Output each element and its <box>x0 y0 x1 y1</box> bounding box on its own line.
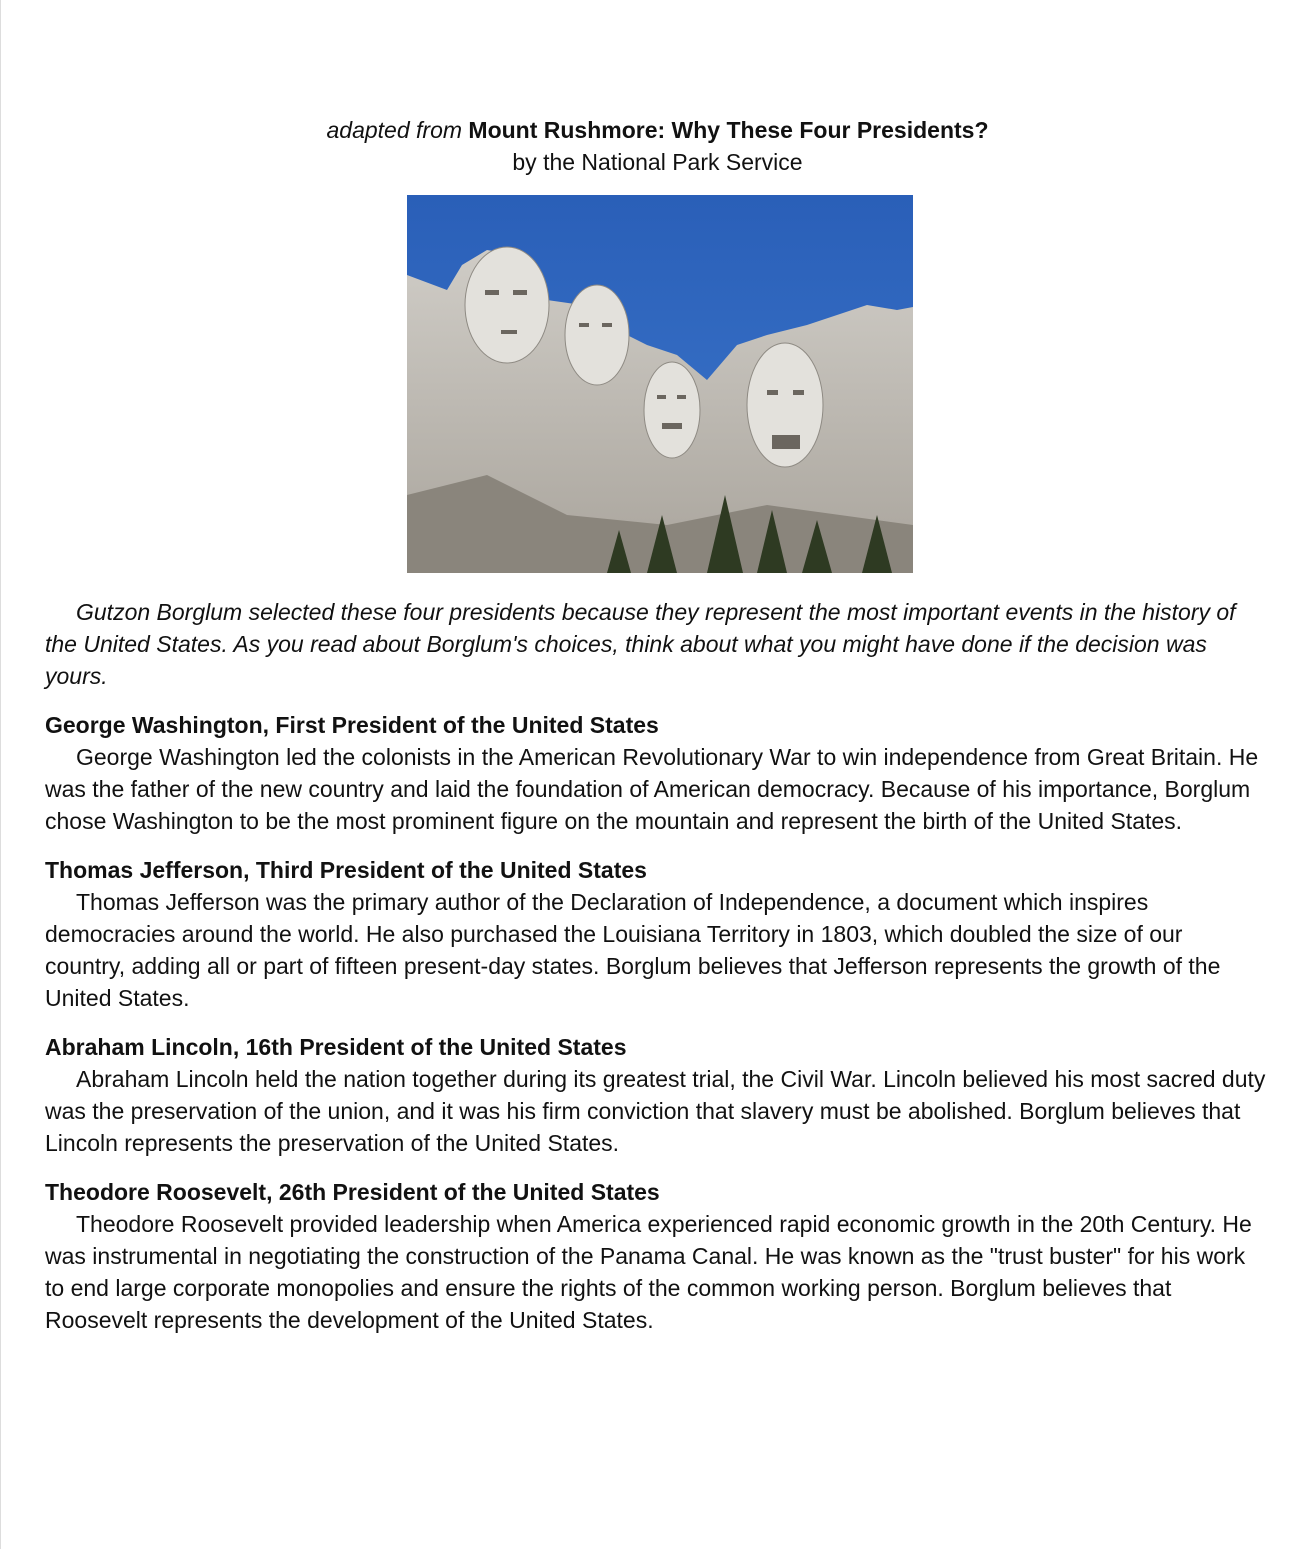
document-title: Mount Rushmore: Why These Four Presidents? <box>468 117 989 143</box>
section-body: Abraham Lincoln held the nation together during its greatest trial, the Civil War. Lincoln believed his most sacred duty was the preservation of the union, and it was his firm conviction that slavery must be abolished. Borglum believes that Lincoln represents the preservation of the United States. <box>45 1066 1266 1156</box>
section-jefferson <box>45 854 1267 1014</box>
section-heading: Abraham Lincoln, 16th President of the United States <box>45 1034 627 1060</box>
article-body <box>45 596 1267 1353</box>
intro-paragraph: Gutzon Borglum selected these four presidents because they represent the most important events in the history of the United States. As you read about Borglum's choices, think about what you might have done if the decision was yours. <box>45 599 1236 689</box>
section-heading: George Washington, First President of the United States <box>45 712 659 738</box>
section-roosevelt <box>45 1176 1267 1336</box>
section-heading: Theodore Roosevelt, 26th President of the United States <box>45 1179 660 1205</box>
adapted-from-label: adapted from <box>326 117 463 143</box>
section-body: Thomas Jefferson was the primary author of the Declaration of Independence, a document which inspires democracies around the world. He also purchased the Louisiana Territory in 1803, which doubled the size of our country, adding all or part of fifteen present-day states. Borglum believes that Jefferson represents the growth of the United States. <box>45 889 1221 1011</box>
section-heading: Thomas Jefferson, Third President of the United States <box>45 857 647 883</box>
section-lincoln <box>45 1031 1267 1159</box>
source-line <box>1 114 1313 146</box>
mount-rushmore-photo <box>407 195 913 573</box>
section-washington <box>45 709 1267 837</box>
document-header <box>1 114 1313 178</box>
section-body: George Washington led the colonists in the American Revolutionary War to win independence from Great Britain. He was the father of the new country and laid the foundation of American democracy. Because of his importance, Borglum chose Washington to be the most prominent figure on the mountain and represent the birth of the United States. <box>45 744 1259 834</box>
byline: by the National Park Service <box>512 149 803 175</box>
section-body: Theodore Roosevelt provided leadership when America experienced rapid economic growth in the 20th Century. He was instrumental in negotiating the construction of the Panama Canal. He was known as the "trust buster" for his work to end large corporate monopolies and ensure the rights of the common working person. Borglum believes that Roosevelt represents the development of the United States. <box>45 1211 1252 1333</box>
